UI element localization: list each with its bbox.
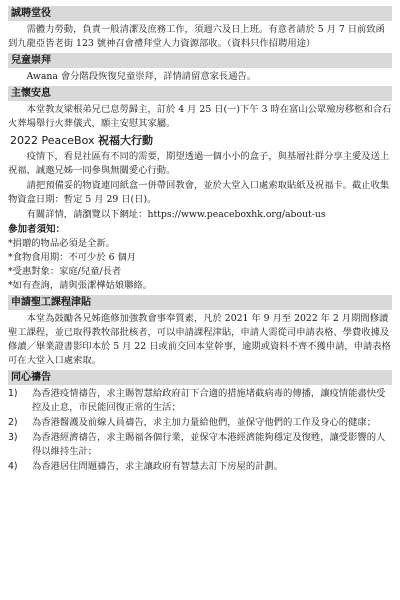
peacebox-note: *捐贈的物品必須是全新。 — [8, 238, 115, 249]
section-title-peacebox — [8, 133, 392, 148]
peacebox-notes-title: 參加者須知： — [8, 224, 66, 235]
peacebox-para-2: 請把預備妥的物資連同紙盒一併帶回教會，並於大堂入口處索取貼紙及祝福卡。截止收集物資盒日期：暫定 5 月 29 日(日)。 — [8, 180, 390, 205]
prayer-item — [8, 416, 392, 430]
subsidy-body: 本堂為鼓勵各兄姊進修加強教會事奉質素，凡於 2021 年 9 月至 2022 年 2 月期間修讀聖工課程，並已取得教牧部批核者，可以申請課程津貼，申請人需從司申請表格、學費收據及修讀／畢業證書影印本於 5 月 22 日或前交回本堂幹事，逾期或資料不齊不獲申請，申請表格可在大堂入口處索取。 — [8, 313, 391, 366]
recruit-body: 需體力勞動，負責一般清潔及庶務工作，須週六及日上班。有意者請於 5 月 7 日前致函到九龍亞皆老街 123 號神召會禮拜堂人力資源部收。（資料只作招聘用途） — [8, 24, 385, 49]
prayer-item-number: 2) — [8, 417, 18, 428]
prayer-item-number: 3) — [8, 432, 18, 443]
prayer-item-text: 為香港經濟禱告，求主賜福各個行業，並保守本港經濟能夠穩定及復甦，讓受影響的人得以維持生計； — [32, 432, 386, 457]
children-body: Awana 會分階段恢復兒童崇拜，詳情請留意家長通告。 — [26, 71, 257, 82]
section-title-prayer: 同心禱告 — [8, 370, 392, 385]
peacebox-title-prefix: 2022 PeaceBox — [10, 134, 95, 147]
prayer-item-text: 為香港醫護及前線人員禱告，求主加力量給他們，並保守他們的工作及身心的健康； — [32, 417, 376, 428]
peacebox-para-1: 疫情下，看見社區有不同的需要，期望透過一個小小的盒子，與基層社群分享主愛及送上祝福，誠邀兄姊一同參與無關愛心行動。 — [8, 151, 390, 176]
section-title-recruit: 誠聘堂役 — [8, 6, 392, 21]
peacebox-title-suffix: 祝福大行動 — [98, 134, 154, 147]
prayer-item — [8, 387, 392, 415]
prayer-item-number: 4) — [8, 461, 18, 472]
prayer-item-text: 為香港疫情禱告，求主賜智慧給政府訂下合適的措施堵截病毒的傳播，讓疫情能盡快受控及止息，市民能回復正常的生活； — [32, 388, 386, 413]
peacebox-note: *如有查詢，請與張潔樺姑娘聯絡。 — [8, 280, 153, 291]
peacebox-note: *食物食用期：不可少於 6 個月 — [8, 252, 137, 263]
prayer-item — [8, 431, 392, 459]
memorial-body: 本堂教友梁根弟兄已息勞歸主，訂於 4 月 25 日(一)下午 3 時在富山公眾殮房移柩和合石火葬場舉行火葬儀式，願主安慰其家屬。 — [8, 104, 392, 129]
peacebox-note: *受惠對象：家庭/兒童/長者 — [8, 266, 122, 277]
prayer-item-text: 為香港居住問題禱告，求主讓政府有智慧去訂下房屋的計劃。 — [32, 461, 284, 472]
prayer-item-number: 1) — [8, 388, 18, 399]
section-title-children: 兒童崇拜 — [8, 53, 392, 68]
peacebox-para-3: 有關詳情，請瀏覽以下網址：https://www.peaceboxhk.org/about-us — [26, 209, 326, 220]
section-title-memorial: 主懷安息 — [8, 86, 392, 101]
section-title-subsidy: 申請聖工課程津貼 — [8, 295, 392, 310]
prayer-item — [8, 460, 392, 474]
